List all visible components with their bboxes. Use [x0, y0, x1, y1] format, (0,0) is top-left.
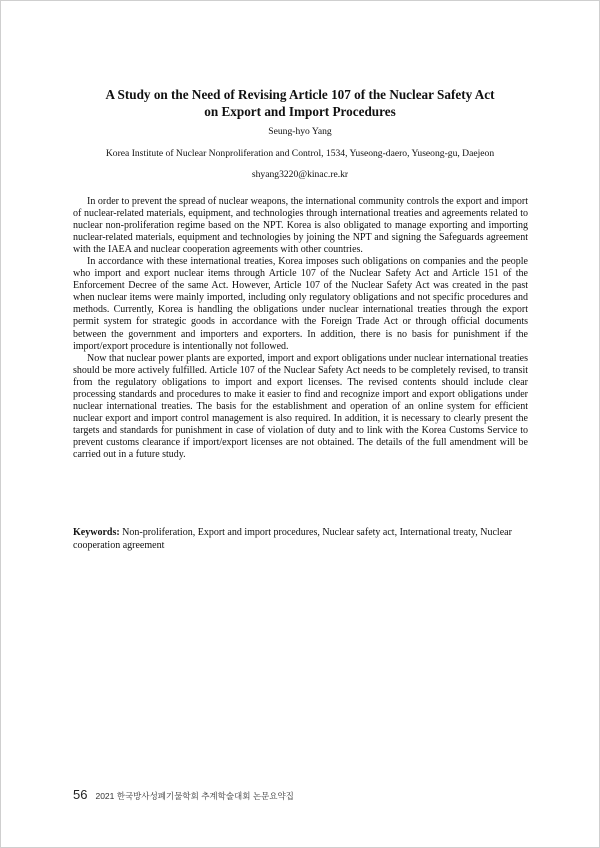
author-email: shyang3220@kinac.re.kr: [251, 169, 349, 180]
page-footer: [73, 787, 294, 802]
keywords-label: Keywords:: [73, 527, 120, 538]
abstract: [73, 196, 528, 461]
paper-title: [60, 86, 540, 120]
abstract-paragraph-1: In order to prevent the spread of nuclear weapons, the international community controls the export and import of nuclear-related materials, equipment, and technologies through international treaties and agreements related to nuclear non-proliferation regime based on the NPT. Korea is also obligated to manage exporting and importing nuclear-related materials, equipment and technologies by joining the NPT and signing the Safeguards agreement with the IAEA and nuclear cooperation agreements with other countries.: [73, 196, 528, 256]
keywords: [73, 527, 528, 552]
page-number: 56: [73, 787, 88, 802]
abstract-paragraph-2: In accordance with these international treaties, Korea imposes such obligations on companies and the people who import and export nuclear items through Article 107 of the Nuclear Safety Act and Article 151 of the Enforcement Decree of the same Act. However, Article 107 of the Nuclear Safety Act was created in the past when nuclear items were mainly imported, including only regulatory obligations and not specific procedures and methods. Currently, Korea is handling the obligations under nuclear international treaties through the export permit system for strategic goods in accordance with the Foreign Trade Act or through official documents between the government and importers and exporters. In addition, there is no basis for punishment if the import/export procedure is intentionally not followed.: [73, 256, 528, 352]
title-line-1: A Study on the Need of Revising Article 107 of the Nuclear Safety Act: [105, 87, 495, 102]
author-affiliation: Korea Institute of Nuclear Nonproliferation and Control, 1534, Yuseong-daero, Yuseong-gu, Daejeon: [105, 148, 495, 159]
title-line-2: on Export and Import Procedures: [204, 104, 396, 119]
abstract-paragraph-3: Now that nuclear power plants are exported, import and export obligations under nuclear international treaties should be more actively fulfilled. Article 107 of the Nuclear Safety Act needs to be completely revised, to transit from the regulatory obligations to import and export licenses. The revised contents should include clear processing standards and procedures to make it easier to find and recognize import and export obligations under nuclear international treaties. The basis for the establishment and operation of an online system for efficient nuclear export and import control management is also required. In addition, it is necessary to clearly present the targets and standards for punishment in case of violation of duty and to link with the Korea Customs Service to prevent customs clearance if import/export licenses are not obtained. The details of the full amendment will be carried out in a future study.: [73, 352, 528, 460]
keywords-text: Non-proliferation, Export and import procedures, Nuclear safety act, International treaty, Nuclear cooperation agreement: [73, 527, 512, 551]
conference-name: 2021 한국방사성폐기물학회 추계학술대회 논문요약집: [95, 791, 294, 801]
author-name: Seung-hyo Yang: [268, 126, 332, 137]
